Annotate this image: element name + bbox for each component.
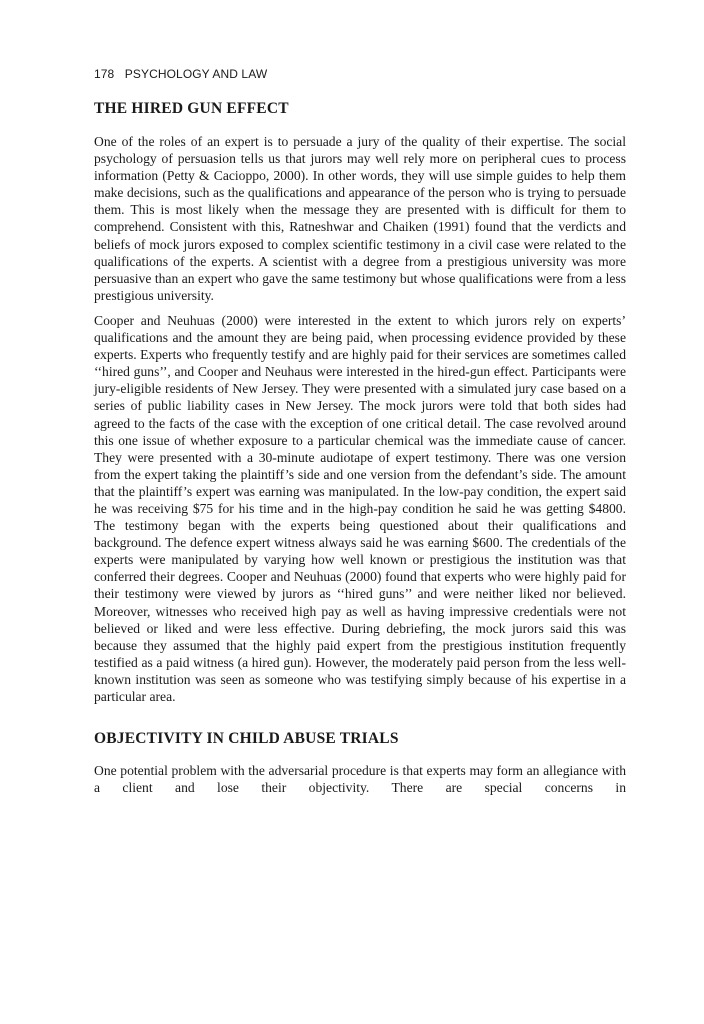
paragraph-persuasion: One of the roles of an expert is to persuade a jury of the quality of their expertise. The social psychology of persuasion tells us that jurors may well rely more on peripheral cues to process information (Petty & Cacioppo, 2000). In other words, they will use simple guides to help them make decisions, such as the qualifications and appearance of the person who is trying to persuade them. This is most likely when the message they are presented with is difficult for them to comprehend. Consistent with this, Ratneshwar and Chaiken (1991) found that the verdicts and beliefs of mock jurors exposed to complex scientific testimony in a civil case were related to the qualifications of the experts. A scientist with a degree from a prestigious university was more persuasive than an expert who gave the same testimony but whose qualifications were from a less prestigious university.	[94, 134, 626, 303]
page-number: 178	[94, 67, 115, 81]
book-page	[94, 66, 626, 804]
paragraph-cooper-neuhuas-study: Cooper and Neuhuas (2000) were interested in the extent to which jurors rely on experts’ qualifications and the amount they are being paid, when processing evidence provided by these experts. Experts who frequently testify and are highly paid for their services are sometimes called ‘‘hired guns’’, and Cooper and Neuhaus were interested in the hired-gun effect. Participants were jury-eligible residents of New Jersey. They were presented with a simulated jury case based on a series of public liability cases in New Jersey. The mock jurors were told that both sides had agreed to the facts of the case with the exception of one critical detail. The case revolved around this one issue of whether exposure to a particular chemical was the immediate cause of cancer. They were presented with a 30-minute audiotape of expert testimony. There was one version from the expert taking the plaintiff’s side and one version from the defendant’s side. The amount that the plaintiff’s expert was earning was manipulated. In the low-pay condition, the expert said he was receiving $75 for his time and in the high-pay condition he said he was getting $4800. The testimony began with the experts being questioned about their qualifications and background. The defence expert witness always said he was earning $600. The credentials of the experts were manipulated by varying how well known or prestigious the institution was that conferred their degrees. Cooper and Neuhuas (2000) found that experts who were highly paid for their testimony were viewed by jurors as ‘‘hired guns’’ and were neither liked nor believed. Moreover, witnesses who received high pay as well as having impressive credentials were not believed or liked and were less effective. During debriefing, the mock jurors said this was because they assumed that the highly paid expert from the prestigious institution frequently testified as a paid witness (a hired gun). However, the moderately paid person from the less well-known institution was seen as someone who was testifying simply because of his expertise in a particular area.	[94, 312, 626, 704]
paragraph-adversarial-procedure: One potential problem with the adversarial procedure is that experts may form an allegiance with a client and lose their objectivity. There are special concerns in	[94, 763, 626, 796]
running-title: PSYCHOLOGY AND LAW	[124, 67, 268, 81]
section-heading-hired-gun: THE HIRED GUN EFFECT	[94, 100, 289, 117]
running-header	[94, 66, 626, 82]
section-heading-child-abuse-trials: OBJECTIVITY IN CHILD ABUSE TRIALS	[94, 730, 399, 748]
